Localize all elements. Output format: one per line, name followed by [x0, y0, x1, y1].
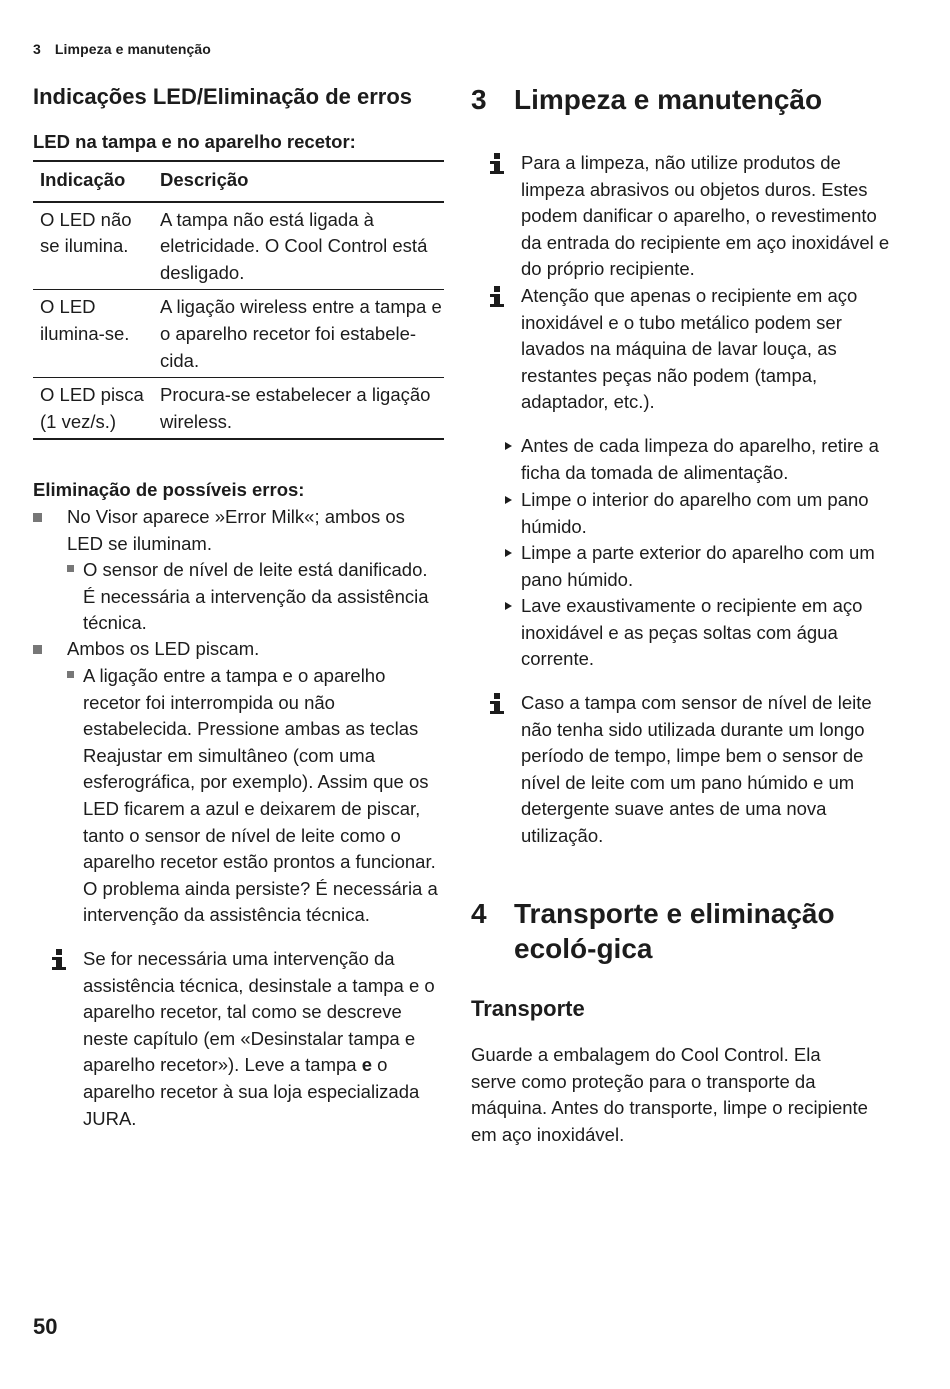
- error-item: [33, 504, 444, 557]
- page-number: 50: [33, 1314, 58, 1339]
- chapter-title: Transporte e eliminação ecoló-gica: [514, 898, 835, 964]
- error-solution: A ligação entre a tampa e o aparelho recetor foi interrompida ou não estabelecida. Pressione ambas as teclas Reajustar em simultâneo (com uma esferográfica, por exemplo). Assim que os LED ficarem a azul e deixarem de piscar, tanto o sensor de nível de leite como o aparelho recetor estão prontos a funcionar. O problema ainda persiste? É necessária a intervenção da assistência técnica.: [83, 665, 438, 926]
- info-note-bold: e: [361, 1054, 372, 1076]
- header-chapter-title: Limpeza e manutenção: [54, 41, 211, 57]
- error-solution: O sensor de nível de leite está danificado. É necessária a intervenção da assistência técnica.: [83, 559, 429, 634]
- table-cell-description: A tampa não está ligada à eletricidade. O Cool Control está desligado.: [153, 202, 444, 290]
- step-item: [505, 540, 891, 593]
- led-table: [33, 160, 444, 440]
- arrow-bullet-icon: [505, 602, 512, 610]
- arrow-bullet-icon: [505, 549, 512, 557]
- step-item: [505, 593, 891, 673]
- step-text: Limpe a parte exterior do aparelho com um pano húmido.: [521, 542, 875, 590]
- info-note: [51, 946, 444, 1132]
- table-row: [33, 378, 444, 440]
- arrow-bullet-icon: [505, 496, 512, 504]
- step-text: Antes de cada limpeza do aparelho, retire a ficha da tomada de alimentação.: [521, 435, 879, 483]
- table-header-row: [33, 161, 444, 202]
- arrow-bullet-icon: [505, 442, 512, 450]
- square-bullet-icon: [67, 671, 74, 678]
- square-bullet-icon: [67, 565, 74, 572]
- info-note: [489, 150, 891, 283]
- info-icon: [489, 284, 505, 308]
- errors-title: Eliminação de possíveis erros:: [33, 479, 305, 500]
- section-title-led: Indicações LED/Eliminação de erros: [33, 84, 413, 109]
- error-problem: Ambos os LED piscam.: [67, 638, 260, 659]
- info-note-text-part: o aparelho recetor à sua loja especializada JURA.: [83, 1054, 420, 1129]
- error-solution-item: [67, 663, 444, 929]
- table-cell-indication: O LED não se ilumina.: [33, 202, 153, 290]
- table-header-description: Descrição: [153, 161, 444, 202]
- step-text: Lave exaustivamente o recipiente em aço inoxidável e as peças soltas com água corrente.: [521, 595, 863, 670]
- chapter-heading-3: [471, 82, 894, 117]
- chapter-number: 3: [471, 84, 487, 115]
- table-cell-indication: O LED ilumina-se.: [33, 290, 153, 378]
- table-cell-indication: O LED pisca (1 vez/s.): [33, 378, 153, 440]
- step-item: [505, 433, 891, 486]
- info-note-text: [83, 946, 444, 1132]
- table-row: [33, 202, 444, 290]
- info-text: Para a limpeza, não utilize produtos de limpeza abrasivos ou objetos duros. Estes podem danificar o aparelho, o revestimento da entrada do recipiente em aço inoxidável e do próprio recipiente.: [521, 152, 890, 280]
- error-solution-item: [67, 557, 444, 637]
- transport-text: Guarde a embalagem do Cool Control. Ela serve como proteção para o transporte da máquina. Antes do transporte, limpe o recipiente em aço inoxidável.: [471, 1044, 868, 1145]
- table-cell-description: A ligação wireless entre a tampa e o aparelho recetor foi estabele-cida.: [153, 290, 444, 378]
- info-text: Caso a tampa com sensor de nível de leite não tenha sido utilizada durante um longo período de tempo, limpe bem o sensor de nível de leite com um pano húmido e um detergente suave antes de uma nova utilização.: [521, 692, 872, 846]
- info-note: [489, 690, 891, 850]
- info-note-text-part: Se for necessária uma intervenção da assistência técnica, desinstale a tampa e o aparelho recetor, tal como se descreve neste capítulo (em «Desinstalar tampa e aparelho recetor»). Leve a tampa: [83, 948, 435, 1076]
- square-bullet-icon: [33, 513, 42, 522]
- info-icon: [489, 691, 505, 715]
- table-caption: LED na tampa e no aparelho recetor:: [33, 131, 356, 152]
- table-row: [33, 290, 444, 378]
- header-chapter-number: 3: [33, 41, 41, 57]
- square-bullet-icon: [33, 645, 42, 654]
- error-problem: No Visor aparece »Error Milk«; ambos os LED se iluminam.: [67, 506, 405, 554]
- info-icon: [489, 151, 505, 175]
- info-text: Atenção que apenas o recipiente em aço inoxidável e o tubo metálico podem ser lavados na máquina de lavar louça, as restantes peças não podem (tampa, adaptador, etc.).: [521, 285, 858, 413]
- error-item: [33, 636, 444, 663]
- step-text: Limpe o interior do aparelho com um pano húmido.: [521, 489, 869, 537]
- chapter-title: Limpeza e manutenção: [514, 84, 823, 115]
- table-cell-description: Procura-se estabelecer a ligação wireless.: [153, 378, 444, 440]
- chapter-heading-4: [471, 896, 894, 966]
- info-icon: [51, 947, 67, 971]
- chapter-number: 4: [471, 898, 487, 929]
- transport-title: Transporte: [471, 996, 585, 1021]
- step-item: [505, 487, 891, 540]
- running-header: [33, 41, 211, 57]
- info-note: [489, 283, 891, 416]
- table-header-indication: Indicação: [33, 161, 153, 202]
